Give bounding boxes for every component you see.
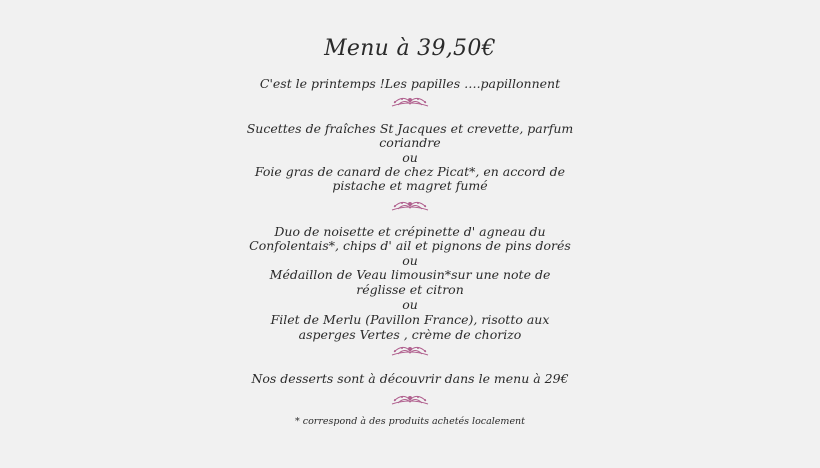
floral-divider-icon (390, 94, 430, 110)
or-separator: ou (402, 150, 418, 165)
main-3-line-2: asperges Vertes , crème de chorizo (298, 327, 522, 342)
menu-tagline: C'est le printemps !Les papilles ….papillonnent (259, 76, 561, 91)
or-separator: ou (402, 297, 418, 312)
main-1-line-2: Confolentais*, chips d' ail et pignons de pins dorés (249, 238, 571, 253)
starter-2-line-2: pistache et magret fumé (332, 178, 488, 193)
floral-divider-icon (390, 198, 430, 214)
starter-1-line-2: coriandre (379, 135, 441, 150)
desserts-line: Nos desserts sont à découvrir dans le menu à 29€ (251, 371, 569, 386)
menu-title: Menu à 39,50€ (324, 36, 496, 61)
main-1-line-1: Duo de noisette et crépinette d' agneau du (274, 224, 546, 239)
floral-divider-icon (390, 392, 430, 408)
starter-1-line-1: Sucettes de fraîches St Jacques et crevette, parfum (246, 121, 574, 136)
main-2-line-2: réglisse et citron (356, 282, 464, 297)
main-3-line-1: Filet de Merlu (Pavillon France), risotto aux (270, 312, 550, 327)
floral-divider-icon (390, 343, 430, 359)
or-separator: ou (402, 253, 418, 268)
main-2-line-1: Médaillon de Veau limousin*sur une note de (269, 267, 551, 282)
starter-2-line-1: Foie gras de canard de chez Picat*, en accord de (254, 164, 566, 179)
footnote: * correspond à des produits achetés localement (294, 416, 525, 427)
